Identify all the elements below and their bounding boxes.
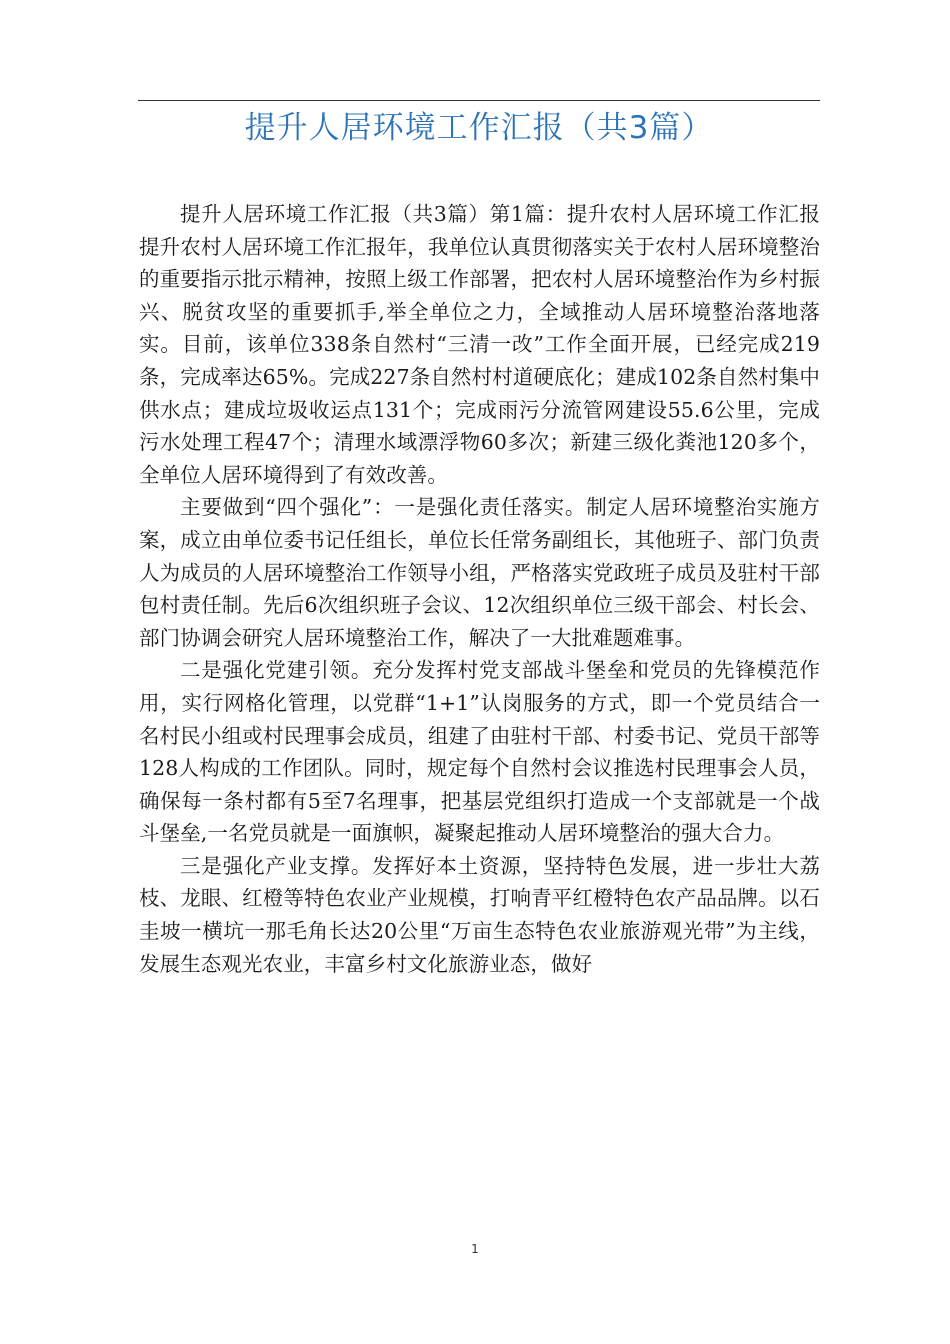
page-number: 1 [471,1242,479,1256]
paragraph-intro: 提升人居环境工作汇报（共3篇）第1篇：提升农村人居环境工作汇报提升农村人居环境工作汇报年，我单位认真贯彻落实关于农村人居环境整治的重要指示批示精神，按照上级工作部署，把农村人居环境整治作为乡村振兴、脱贫攻坚的重要抓手,举全单位之力，全域推动人居环境整治落地落实。目前，该单位338条自然村“三清一改”工作全面开展，已经完成219条，完成率达65%。完成227条自然村村道硬底化；建成102条自然村集中供水点；建成垃圾收运点131个；完成雨污分流管网建设55.6公里，完成污水处理工程47个；清理水域漂浮物60多次；新建三级化粪池120多个，全单位人居环境得到了有效改善。 [139,202,820,487]
paragraph-industry-support: 三是强化产业支撑。发挥好本土资源，坚持特色发展，进一步壮大荔枝、龙眼、红橙等特色农业产业规模，打响青平红橙特色农产品品牌。以石圭坡一横坑一那毛角长达20公里“万亩生态特色农业旅游观光带”为主线，发展生态观光农业，丰富乡村文化旅游业态，做好 [139,853,820,976]
document-body [139,198,820,980]
paragraph-party-building: 二是强化党建引领。充分发挥村党支部战斗堡垒和党员的先锋模范作用，实行网格化管理，以党群“1+1”认岗服务的方式，即一个党员结合一名村民小组或村民理事会成员，组建了由驻村干部、村委书记、党员干部等128人构成的工作团队。同时，规定每个自然村会议推选村民理事会人员，确保每一条村都有5至7名理事，把基层党组织打造成一个支部就是一个战斗堡垒,一名党员就是一面旗帜，凝聚起推动人居环境整治的强大合力。 [139,658,820,846]
paragraph-four-strengthenings: 主要做到“四个强化”：一是强化责任落实。制定人居环境整治实施方案，成立由单位委书记任组长，单位长任常务副组长，其他班子、部门负责人为成员的人居环境整治工作领导小组，严格落实党政班子成员及驻村干部包村责任制。先后6次组织班子会议、12次组织单位三级干部会、村长会、部门协调会研究人居环境整治工作，解决了一大批难题难事。 [139,495,820,650]
header-rule [138,100,820,101]
document-title: 提升人居环境工作汇报（共3篇） [244,110,714,146]
